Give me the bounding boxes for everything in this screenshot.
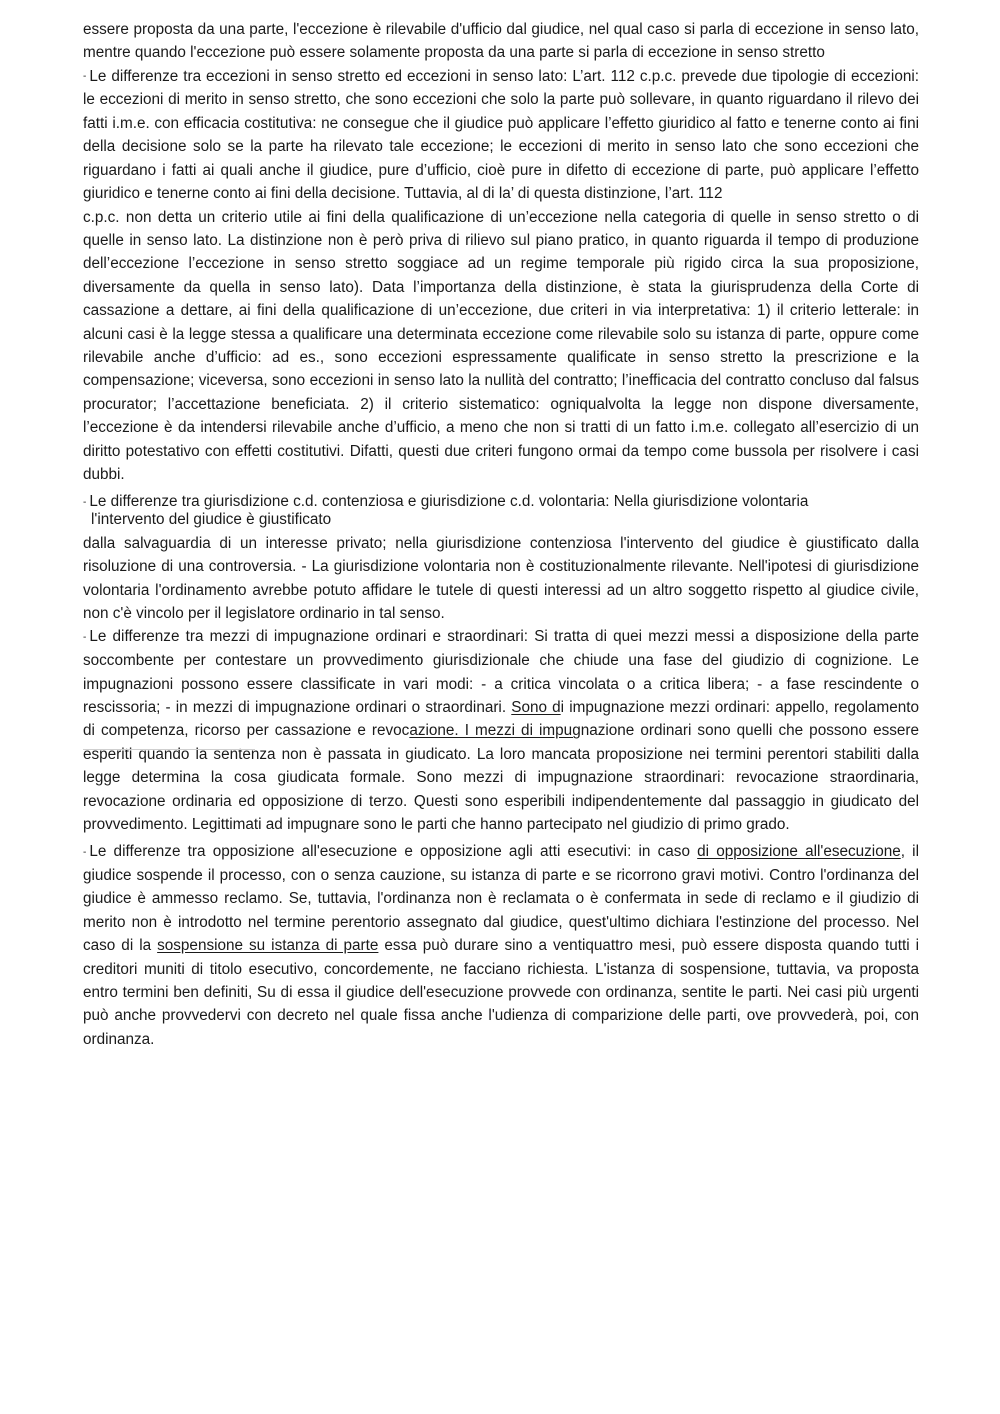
bullet-dash: -	[83, 71, 87, 83]
paragraph-text: c.p.c. non detta un criterio utile ai fini della qualificazione di un’eccezione nella categoria di quelle in senso stretto o di quelle in senso lato. La distinzione non è però priva di rilievo sul piano pratico, in quanto riguarda il tempo di produzione dell’eccezione l’eccezione in senso stretto soggiace ad un regime temporale più rigido circa la sua proposizione, diversamente da quella in senso lato). Data l’importanza della distinzione, è stata la giurisprudenza della Corte di cassazione a dettare, ai fini della qualificazione di un’eccezione, due criteri in via interpretativa: 1) il criterio letterale: in alcuni casi è la legge stessa a qualificare una determinata eccezione come rilevabile solo su istanza di parte, oppure come rilevabile anche d’ufficio: ad es., sono eccezioni espressamente qualificate in senso stretto la prescrizione e la compensazione; viceversa, sono eccezioni in senso lato la nullità del contratto; l’inefficacia del contratto concluso dal falsus procurator; l’accettazione beneficiata. 2) il criterio sistematico: ogniqualvolta la legge non dispone diversamente, l’eccezione è da intendersi rilevabile anche d’ufficio, a meno che non si tratti di un fatto i.m.e. collegato all’esercizio di un diritto potestativo con effetti costitutivi. Difatti, questi due criteri fungono ormai da tempo come bussola per risolvere i casi dubbi.	[83, 208, 919, 483]
underlined-text: Sono d	[511, 698, 561, 716]
paragraph-text: Le differenze tra mezzi di impugnazione ordinari e straordinari: Si tratta di quei mezzi messi a disposizione della parte soccombente per contestare un provvedimento giurisdizionale che chiude una fase del giudizio di cognizione. Le impugnazioni possono essere classificate in vari modi: - a critica vincolata o a critica libera; - a fase rescindente o rescissoria; - in mezzi di impugnazione ordinari o straordinari.	[83, 628, 919, 716]
bullet-dash: -	[83, 496, 87, 508]
paragraph-eccezioni-differenze	[83, 65, 919, 206]
document-page	[83, 18, 919, 1051]
divider-line	[83, 749, 255, 750]
paragraph-text: Le differenze tra opposizione all'esecuzione e opposizione agli atti esecutivi: in caso	[89, 843, 698, 861]
bullet-dash: -	[83, 846, 87, 858]
underlined-text: azione. I mezzi di impug	[409, 722, 581, 740]
paragraph-criteri-qualificazione	[83, 206, 919, 487]
paragraph-text: l'intervento del giudice è giustificato	[91, 510, 332, 528]
underlined-text: di opposizione all'esecuzione	[697, 843, 901, 861]
paragraph-giurisdizione-heading	[83, 492, 928, 511]
paragraph-eccezione-intro	[83, 18, 919, 65]
paragraph-text: i impugnazione mezzi ordinari: appello, regolamento di competenza, ricorso per cassazione e revoc	[83, 698, 919, 740]
paragraph-mezzi-impugnazione	[83, 625, 919, 836]
paragraph-text: , il giudice sospende il processo, con o senza cauzione, su istanza di parte e se ricorrono gravi motivi. Contro l'ordinanza del giudice è ammesso reclamo. Se, tuttavia, l'ordinanza non è reclamata o è confermata in sede di reclamo e il giudizio di merito non è introdotto nel termine perentorio assegnato dal giudice, quest'ultimo dichiara l'estinzione del processo. Nel caso di la	[83, 843, 919, 955]
paragraph-giurisdizione-volontaria	[83, 532, 919, 626]
paragraph-giurisdizione-subline	[91, 512, 919, 528]
paragraph-opposizione-esecuzione	[83, 840, 919, 1051]
paragraph-text: dalla salvaguardia di un interesse privato; nella giurisdizione contenziosa l'intervento del giudice è giustificato dalla risoluzione di una controversia. - La giurisdizione volontaria non è costituzionalmente rilevante. Nell'ipotesi di giurisdizione volontaria l'ordinamento avrebbe potuto affidare le tutele di questi interessi ad un altro soggetto rispetto al giudice civile, non c'è vincolo per il legislatore ordinario in tal senso.	[83, 534, 919, 623]
paragraph-text: Le differenze tra giurisdizione c.d. contenziosa e giurisdizione c.d. volontaria: Nella giurisdizione volontaria	[89, 493, 809, 511]
paragraph-text: essere proposta da una parte, l'eccezione è rilevabile d'ufficio dal giudice, nel qual caso si parla di eccezione in senso lato, mentre quando l'eccezione può essere solamente proposta da una parte si parla di eccezione in senso stretto	[83, 21, 919, 62]
bullet-dash: -	[83, 631, 87, 643]
paragraph-text: nazione ordinari sono quelli che possono essere esperiti quando la sentenza non è passata in giudicato. La loro mancata proposizione nei termini perentori stabiliti dalla legge determina la cosa giudicata formale. Sono mezzi di impugnazione straordinari: revocazione straordinaria, revocazione ordinaria ed opposizione di terzo. Questi sono esperibili indipendentemente dal passaggio in giudicato del provvedimento. Legittimati ad impugnare sono le parti che hanno partecipato nel giudizio di primo grado.	[83, 722, 919, 833]
underlined-text: sospensione su istanza di parte	[157, 937, 379, 955]
paragraph-text: Le differenze tra eccezioni in senso stretto ed eccezioni in senso lato: L’art. 112 c.p.c. prevede due tipologie di eccezioni: le eccezioni di merito in senso stretto, che sono eccezioni che solo la parte può sollevare, in quanto riguardano il rilevo dei fatti i.m.e. con efficacia costitutiva: ne consegue che il giudice può applicare l’effetto giuridico al fatto e tenerne conto ai fini della decisione solo se la parte ha rilevato tale eccezione; le eccezioni di merito in senso lato che sono eccezioni che riguardano i fatti ai quali anche il giudice, pure d’ufficio, cioè pure in difetto di eccezione di parte, può applicare l’effetto giuridico e tenerne conto ai fini della decisione. Tuttavia, al di la’ di questa distinzione, l’art. 112	[83, 67, 919, 203]
paragraph-text: essa può durare sino a ventiquattro mesi, può essere disposta quando tutti i creditori muniti di titolo esecutivo, concordemente, ne facciano richiesta. L'istanza di sospensione, tuttavia, va proposta entro termini ben definiti, Su di essa il giudice dell'esecuzione provvede con ordinanza, sentite le parti. Nei casi più urgenti può anche provvedervi con decreto nel quale fissa anche l'udienza di comparizione delle parti, ove provvederà, poi, con ordinanza.	[83, 937, 920, 1048]
